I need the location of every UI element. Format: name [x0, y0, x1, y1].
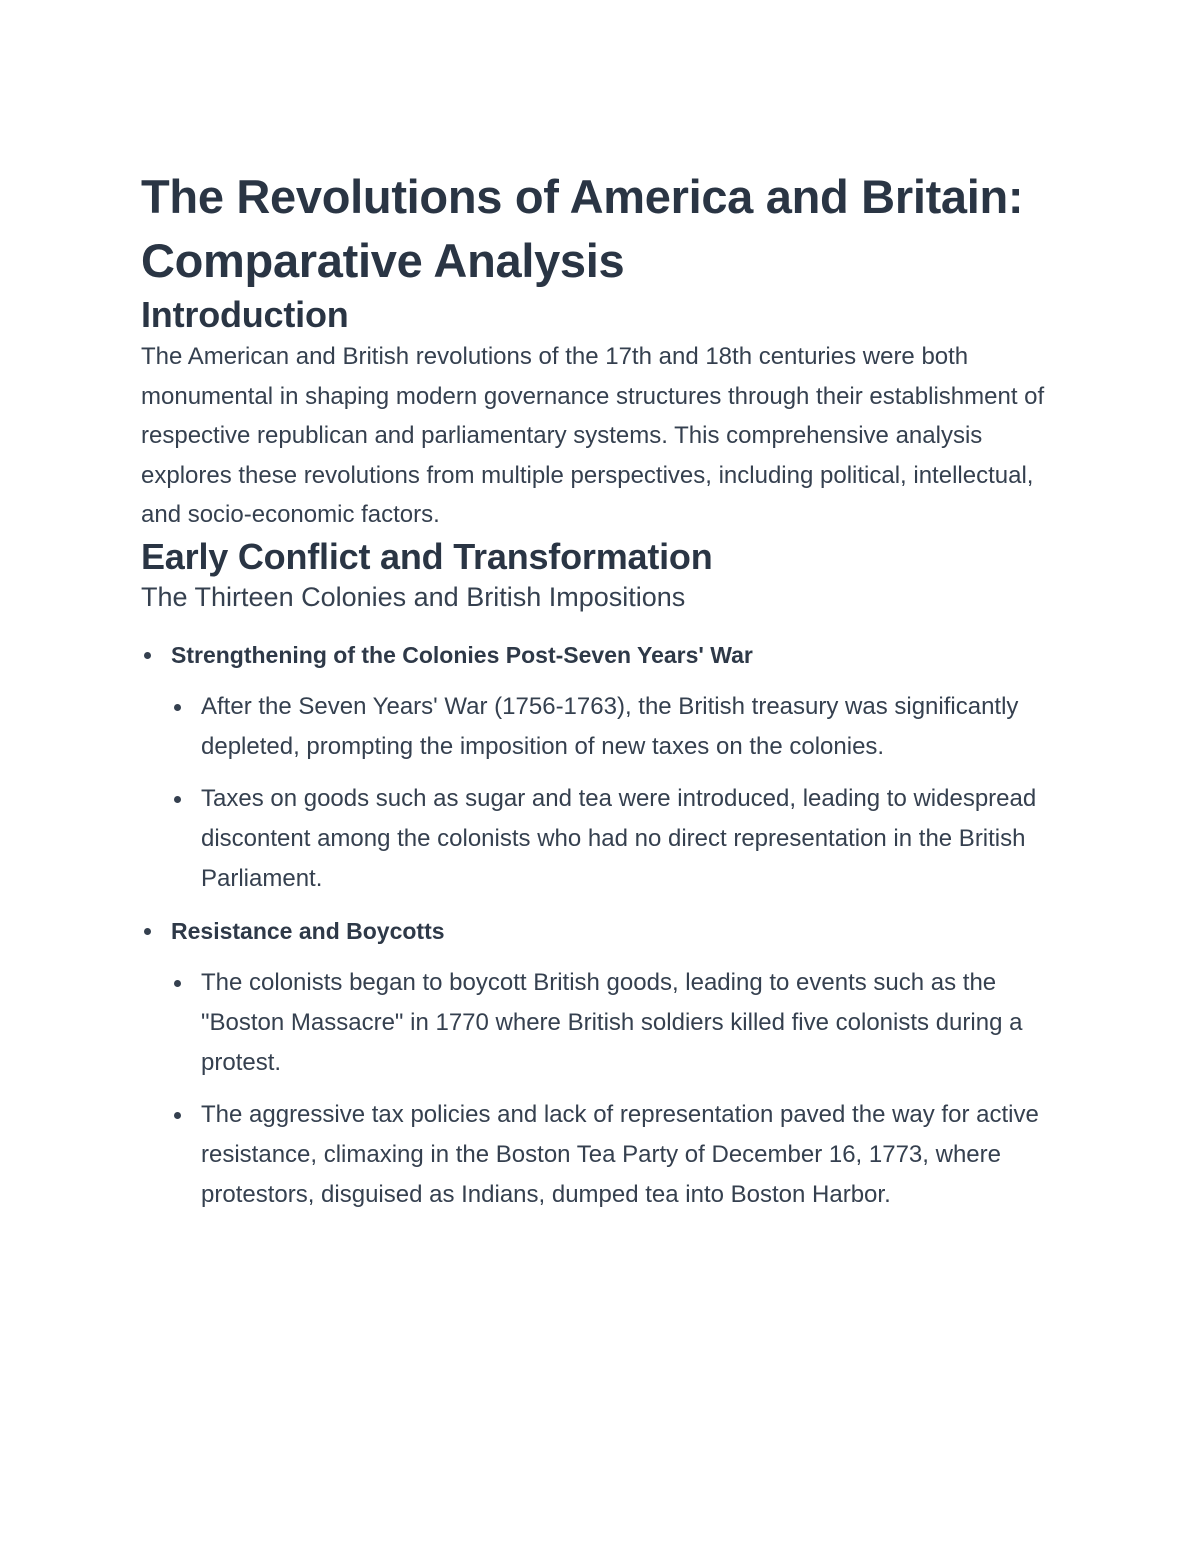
list-item: [171, 1095, 1056, 1215]
list-item-text: After the Seven Years' War (1756-1763), the British treasury was significantly depleted, prompting the imposition of new taxes on the colonies.: [201, 692, 1019, 760]
bullet-icon: [144, 928, 151, 935]
bullet-icon: [174, 796, 181, 803]
list-item: [171, 963, 1056, 1083]
bullet-list: [141, 635, 1056, 1215]
introduction-heading: Introduction: [141, 294, 349, 335]
list-group-label: Strengthening of the Colonies Post-Seven Years' War: [171, 641, 753, 668]
list-item: [141, 911, 1056, 1215]
sub-bullet-list: [171, 687, 1056, 899]
subsection-heading: The Thirteen Colonies and British Impositions: [141, 581, 686, 612]
bullet-icon: [174, 980, 181, 987]
sub-bullet-list: [171, 963, 1056, 1215]
list-item-text: The colonists began to boycott British goods, leading to events such as the "Boston Massacre" in 1770 where British soldiers killed five colonists during a protest.: [201, 968, 1023, 1076]
list-item: [171, 779, 1056, 899]
document-title: The Revolutions of America and Britain: Comparative Analysis: [141, 170, 1024, 287]
list-item-text: Taxes on goods such as sugar and tea were introduced, leading to widespread discontent among the colonists who had no direct representation in the British Parliament.: [201, 784, 1037, 892]
list-item: [171, 687, 1056, 767]
list-group-label: Resistance and Boycotts: [171, 917, 445, 944]
list-item: [141, 635, 1056, 899]
list-item-text: The aggressive tax policies and lack of representation paved the way for active resistance, climaxing in the Boston Tea Party of December 16, 1773, where protestors, disguised as Indians, dumped tea into Boston Harbor.: [201, 1100, 1039, 1208]
document-page: [141, 165, 1056, 1227]
bullet-icon: [144, 652, 151, 659]
section-heading: Early Conflict and Transformation: [141, 535, 713, 577]
bullet-icon: [174, 1112, 181, 1119]
bullet-icon: [174, 704, 181, 711]
introduction-paragraph: The American and British revolutions of the 17th and 18th centuries were both monumental in shaping modern governance structures through their establishment of respective republican and parliamentary systems. This comprehensive analysis explores these revolutions from multiple perspectives, including political, intellectual, and socio-economic factors.: [141, 343, 1045, 528]
